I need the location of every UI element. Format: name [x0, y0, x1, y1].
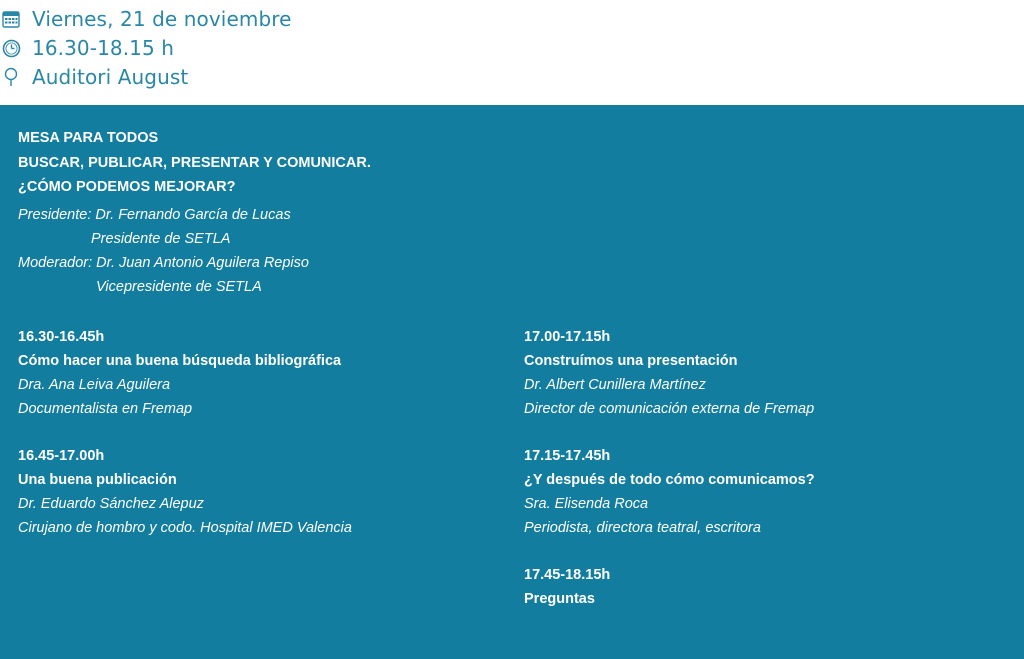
- location-pin-icon: [1, 67, 21, 87]
- event-place: Auditori August: [32, 65, 189, 89]
- panel-title-line: ¿CÓMO PODEMOS MEJORAR?: [18, 179, 236, 195]
- session-title: Preguntas: [524, 591, 595, 607]
- moderator-line: Moderador: Dr. Juan Antonio Aguilera Repiso: [18, 255, 309, 271]
- event-date: Viernes, 21 de noviembre: [32, 7, 292, 31]
- event-time: 16.30-18.15 h: [32, 36, 175, 60]
- session-role: Documentalista en Fremap: [18, 401, 193, 417]
- session-role: Periodista, directora teatral, escritora: [524, 520, 761, 536]
- session-role: Cirujano de hombro y codo. Hospital IMED Valencia: [18, 520, 352, 536]
- session-time: 16.30-16.45h: [18, 329, 105, 345]
- president-role: Presidente de SETLA: [91, 231, 231, 247]
- session-speaker: Dr. Albert Cunillera Martínez: [524, 377, 706, 393]
- session-title: Cómo hacer una buena búsqueda bibliográfica: [18, 353, 342, 369]
- clock-icon: [1, 38, 21, 58]
- president-line: Presidente: Dr. Fernando García de Lucas: [18, 207, 291, 223]
- session-title: Construímos una presentación: [524, 353, 738, 369]
- moderator-role: Vicepresidente de SETLA: [96, 279, 262, 295]
- session-title: ¿Y después de todo cómo comunicamos?: [524, 472, 815, 488]
- panel-title-line: BUSCAR, PUBLICAR, PRESENTAR Y COMUNICAR.: [18, 155, 371, 171]
- place-row: [0, 62, 188, 92]
- date-row: [0, 4, 292, 34]
- time-row: [0, 33, 174, 63]
- session-title: Una buena publicación: [18, 472, 177, 488]
- session-time: 17.45-18.15h: [524, 567, 611, 583]
- session-time: 17.00-17.15h: [524, 329, 611, 345]
- calendar-icon: [1, 9, 21, 29]
- event-header: [0, 0, 1024, 105]
- session-time: 16.45-17.00h: [18, 448, 105, 464]
- session-speaker: Sra. Elisenda Roca: [524, 496, 649, 512]
- session-speaker: Dr. Eduardo Sánchez Alepuz: [18, 496, 204, 512]
- session-speaker: Dra. Ana Leiva Aguilera: [18, 377, 171, 393]
- session-time: 17.15-17.45h: [524, 448, 611, 464]
- session-role: Director de comunicación externa de Fremap: [524, 401, 815, 417]
- panel-title-line: MESA PARA TODOS: [18, 130, 159, 146]
- program-panel: [0, 105, 1024, 659]
